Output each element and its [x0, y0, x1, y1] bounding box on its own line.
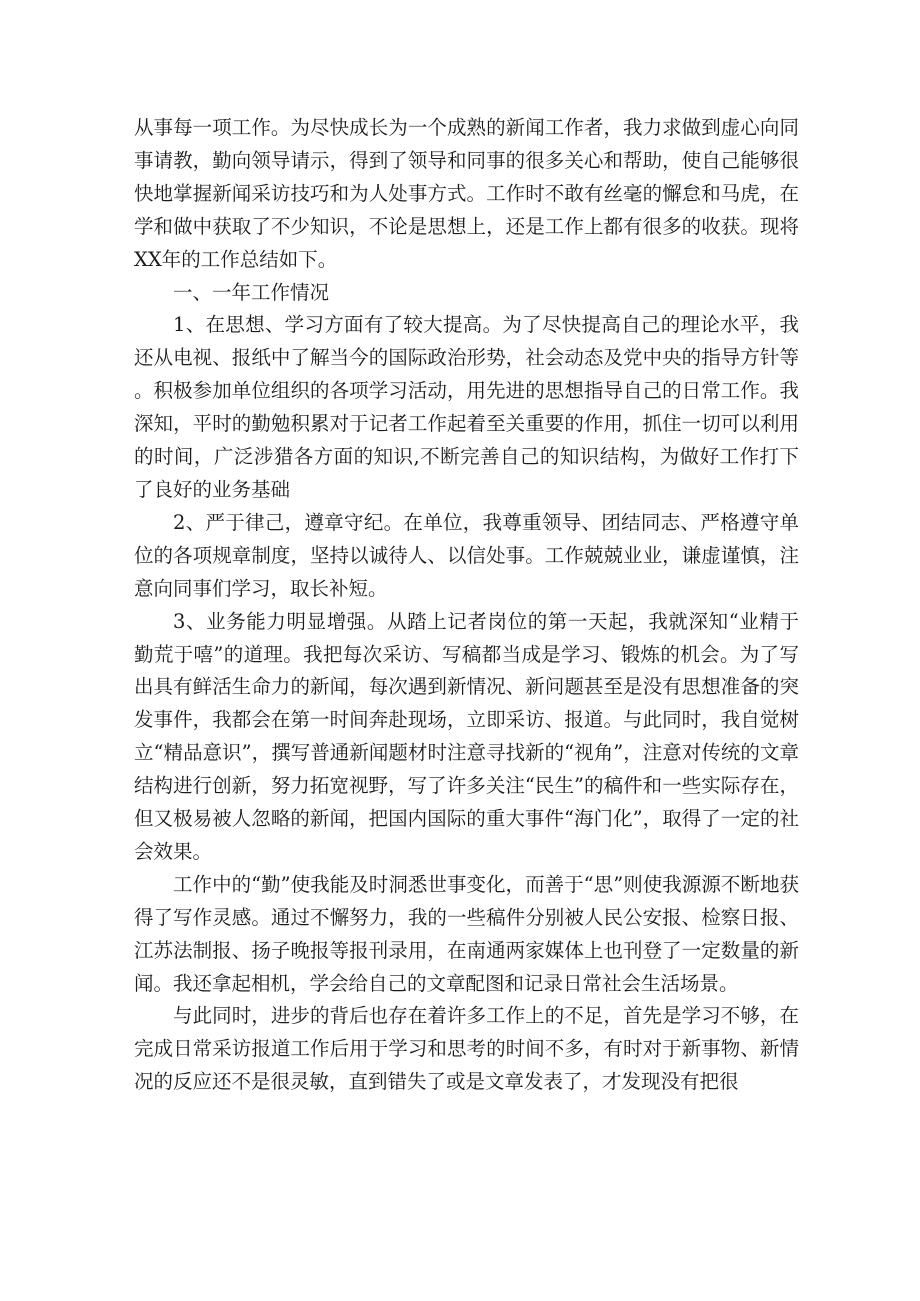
paragraph-item-2: 2、严于律己，遵章守纪。在单位，我尊重领导、团结同志、严格遵守单位的各项规章制度，坚持以诚待人、以信处事。工作兢兢业业，谦虚谨慎，注意向同事们学习，取长补短。: [134, 510, 799, 600]
paragraph-intro: 从事每一项工作。为尽快成长为一个成熟的新闻工作者，我力求做到虚心向同事请教，勤向领导请示，得到了领导和同事的很多关心和帮助，使自己能够很快地掌握新闻采访技巧和为人处事方式。工作时不敢有丝毫的懈怠和马虎，在学和做中获取了不少知识，不论是思想上，还是工作上都有很多的收获。现将XX年的工作总结如下。: [134, 116, 799, 271]
document-page: [134, 112, 799, 1099]
paragraph-shortcomings: 与此同时，进步的背后也存在着许多工作上的不足，首先是学习不够，在完成日常采访报道工作后用于学习和思考的时间不多，有时对于新事物、新情况的反应还不是很灵敏，直到错失了或是文章发表了，才发现没有把很: [134, 1004, 799, 1094]
paragraph-item-1: 1、在思想、学习方面有了较大提高。为了尽快提高自己的理论水平，我还从电视、报纸中了解当今的国际政治形势，社会动态及党中央的指导方针等。积极参加单位组织的各项学习活动，用先进的思想指导自己的日常工作。我深知，平时的勤勉积累对于记者工作起着至关重要的作用，抓住一切可以利用的时间，广泛涉猎各方面的知识,不断完善自己的知识结构，为做好工作打下了良好的业务基础: [134, 313, 799, 501]
paragraph-diligence: 工作中的“勤”使我能及时洞悉世事变化，而善于“思”则使我源源不断地获得了写作灵感。通过不懈努力，我的一些稿件分别被人民公安报、检察日报、江苏法制报、扬子晚报等报刊录用，在南通两家媒体上也刊登了一定数量的新闻。我还拿起相机，学会给自己的文章配图和记录日常社会生活场景。: [134, 872, 799, 995]
section-heading-annual-work: 一、一年工作情况: [173, 280, 330, 304]
paragraph-item-3: 3、业务能力明显增强。从踏上记者岗位的第一天起，我就深知“业精于勤荒于嘻”的道理。我把每次采访、写稿都当成是学习、锻炼的机会。为了写出具有鲜活生命力的新闻，每次遇到新情况、新问题甚至是没有思想准备的突发事件，我都会在第一时间奔赴现场，立即采访、报道。与此同时，我自觉树立“精品意识”，撰写普通新闻题材时注意寻找新的“视角”，注意对传统的文章结构进行创新，努力拓宽视野，写了许多关注“民生”的稿件和一些实际存在，但又极易被人忽略的新闻，把国内国际的重大事件“海门化”，取得了一定的社会效果。: [134, 609, 799, 863]
